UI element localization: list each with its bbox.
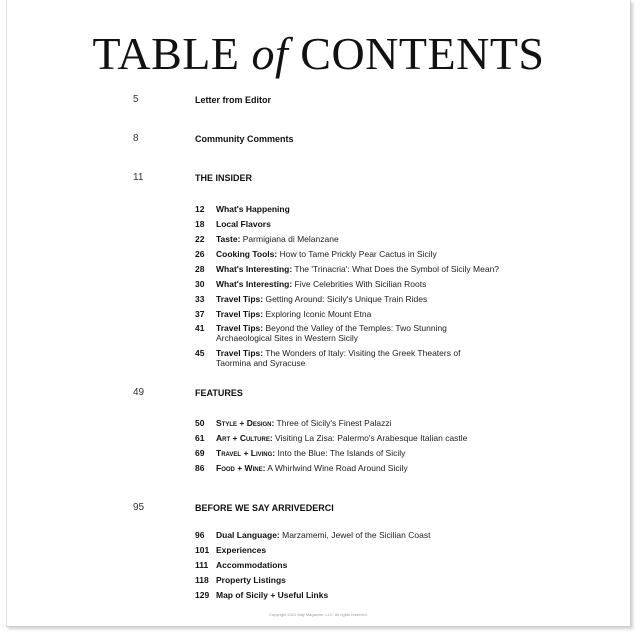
entry-page-number: 86 <box>195 463 205 473</box>
section-page-number: 95 <box>133 502 145 513</box>
toc-entry[interactable] <box>195 264 575 274</box>
entry-page-number: 33 <box>195 294 205 304</box>
entry-page-number: 22 <box>195 234 205 244</box>
section-page-number: 11 <box>133 172 144 183</box>
entry-text: How to Tame Prickly Pear Cactus in Sicily <box>277 249 437 259</box>
toc-entry[interactable] <box>195 234 575 244</box>
toc-entry[interactable] <box>195 204 575 214</box>
entry-label: Travel Tips: <box>216 348 264 358</box>
toc-entry[interactable] <box>195 219 575 229</box>
title-part-1: TABLE <box>92 28 252 79</box>
entry-label: Map of Sicily + Useful Links <box>216 590 329 600</box>
entry-label: Local Flavors <box>216 219 271 229</box>
entry-text: Visiting La Zisa: Palermo's Arabesque Italian castle <box>272 433 468 443</box>
entry-page-number: 28 <box>195 264 205 274</box>
section-title-the-insider[interactable]: THE INSIDER <box>195 173 253 183</box>
entry-text: Beyond the Valley of the Temples: Two Stunning Archaeological Sites in Western Sicily <box>216 323 447 343</box>
copyright-footer: Copyright 2021 Italy Magazine, LLC. All rights reserved. <box>269 612 368 617</box>
section-page-number: 49 <box>133 387 145 398</box>
entry-text: Getting Around: Sicily's Unique Train Rides <box>263 294 428 304</box>
entry-page-number: 69 <box>195 448 205 458</box>
title-of: of <box>251 28 289 79</box>
section-title-features[interactable]: FEATURES <box>195 388 243 398</box>
toc-entry[interactable] <box>195 309 575 319</box>
title-part-2: CONTENTS <box>288 28 545 79</box>
section-title-before-we-say-arrivederci[interactable]: BEFORE WE SAY ARRIVEDERCI <box>195 503 334 513</box>
entry-text: Five Celebrities With Sicilian Roots <box>292 279 427 289</box>
entry-label: Dual Language: <box>216 530 280 540</box>
entry-label: What's Interesting: <box>216 264 293 274</box>
toc-entry[interactable] <box>195 590 575 600</box>
entry-label: Taste: <box>216 234 241 244</box>
entry-page-number: 18 <box>195 219 205 229</box>
entry-page-number: 101 <box>195 545 210 555</box>
magazine-page <box>6 0 631 627</box>
entry-label: Travel Tips: <box>216 294 264 304</box>
entry-text: The 'Trinacria': What Does the Symbol of Sicily Mean? <box>292 264 500 274</box>
toc-entry[interactable] <box>195 279 575 289</box>
entry-page-number: 96 <box>195 530 205 540</box>
toc-entry[interactable] <box>195 294 575 304</box>
entry-label: What's Happening <box>216 204 290 214</box>
entry-page-number: 45 <box>195 348 205 358</box>
entry-label: Travel Tips: <box>216 309 264 319</box>
toc-entry[interactable] <box>195 418 575 428</box>
toc-entry[interactable] <box>195 530 575 540</box>
entry-page-number: 118 <box>195 575 209 585</box>
toc-entry[interactable] <box>195 433 575 443</box>
entry-label: Experiences <box>216 545 267 555</box>
entry-text: A Whirlwind Wine Road Around Sicily <box>265 463 408 473</box>
entry-text: Parmigiana di Melanzane <box>240 234 339 244</box>
entry-text: Exploring Iconic Mount Etna <box>263 309 372 319</box>
entry-page-number: 41 <box>195 323 205 333</box>
toc-item-letter-from-editor[interactable]: Letter from Editor <box>195 95 272 105</box>
toc-item-community-comments[interactable]: Community Comments <box>195 134 294 144</box>
entry-page-number: 129 <box>195 590 210 600</box>
entry-page-number: 26 <box>195 249 205 259</box>
toc-entry[interactable] <box>195 249 575 259</box>
entry-text: Into the Blue: The Islands of Sicily <box>275 448 406 458</box>
toc-entry[interactable] <box>195 560 575 570</box>
entry-page-number: 50 <box>195 418 205 428</box>
entry-page-number: 30 <box>195 279 205 289</box>
entry-label: Cooking Tools: <box>216 249 278 259</box>
entry-label: Travel + Living: <box>216 448 276 458</box>
page-title <box>7 26 630 82</box>
entry-text: Three of Sicily's Finest Palazzi <box>274 418 392 428</box>
entry-label: Art + Culture: <box>216 433 273 443</box>
entry-label: Property Listings <box>216 575 286 585</box>
entry-label: What's Interesting: <box>216 279 293 289</box>
entry-label: Travel Tips: <box>216 323 264 333</box>
toc-entry[interactable] <box>195 348 575 368</box>
item-page-number: 5 <box>133 94 139 105</box>
entry-page-number: 12 <box>195 204 205 214</box>
entry-label: Style + Design: <box>216 418 275 428</box>
toc-entry[interactable] <box>195 323 575 343</box>
entry-page-number: 37 <box>195 309 205 319</box>
entry-page-number: 61 <box>195 433 205 443</box>
entry-text: The Wonders of Italy: Visiting the Greek Theaters of Taormina and Syracuse <box>216 348 461 368</box>
toc-entry[interactable] <box>195 448 575 458</box>
toc-entry[interactable] <box>195 545 575 555</box>
entry-page-number: 111 <box>195 560 209 570</box>
toc-entry[interactable] <box>195 463 575 473</box>
toc-entry[interactable] <box>195 575 575 585</box>
entry-label: Accommodations <box>216 560 288 570</box>
item-page-number: 8 <box>133 133 139 144</box>
entry-label: Food + Wine: <box>216 463 266 473</box>
entry-text: Marzamemi, Jewel of the Sicilian Coast <box>279 530 431 540</box>
